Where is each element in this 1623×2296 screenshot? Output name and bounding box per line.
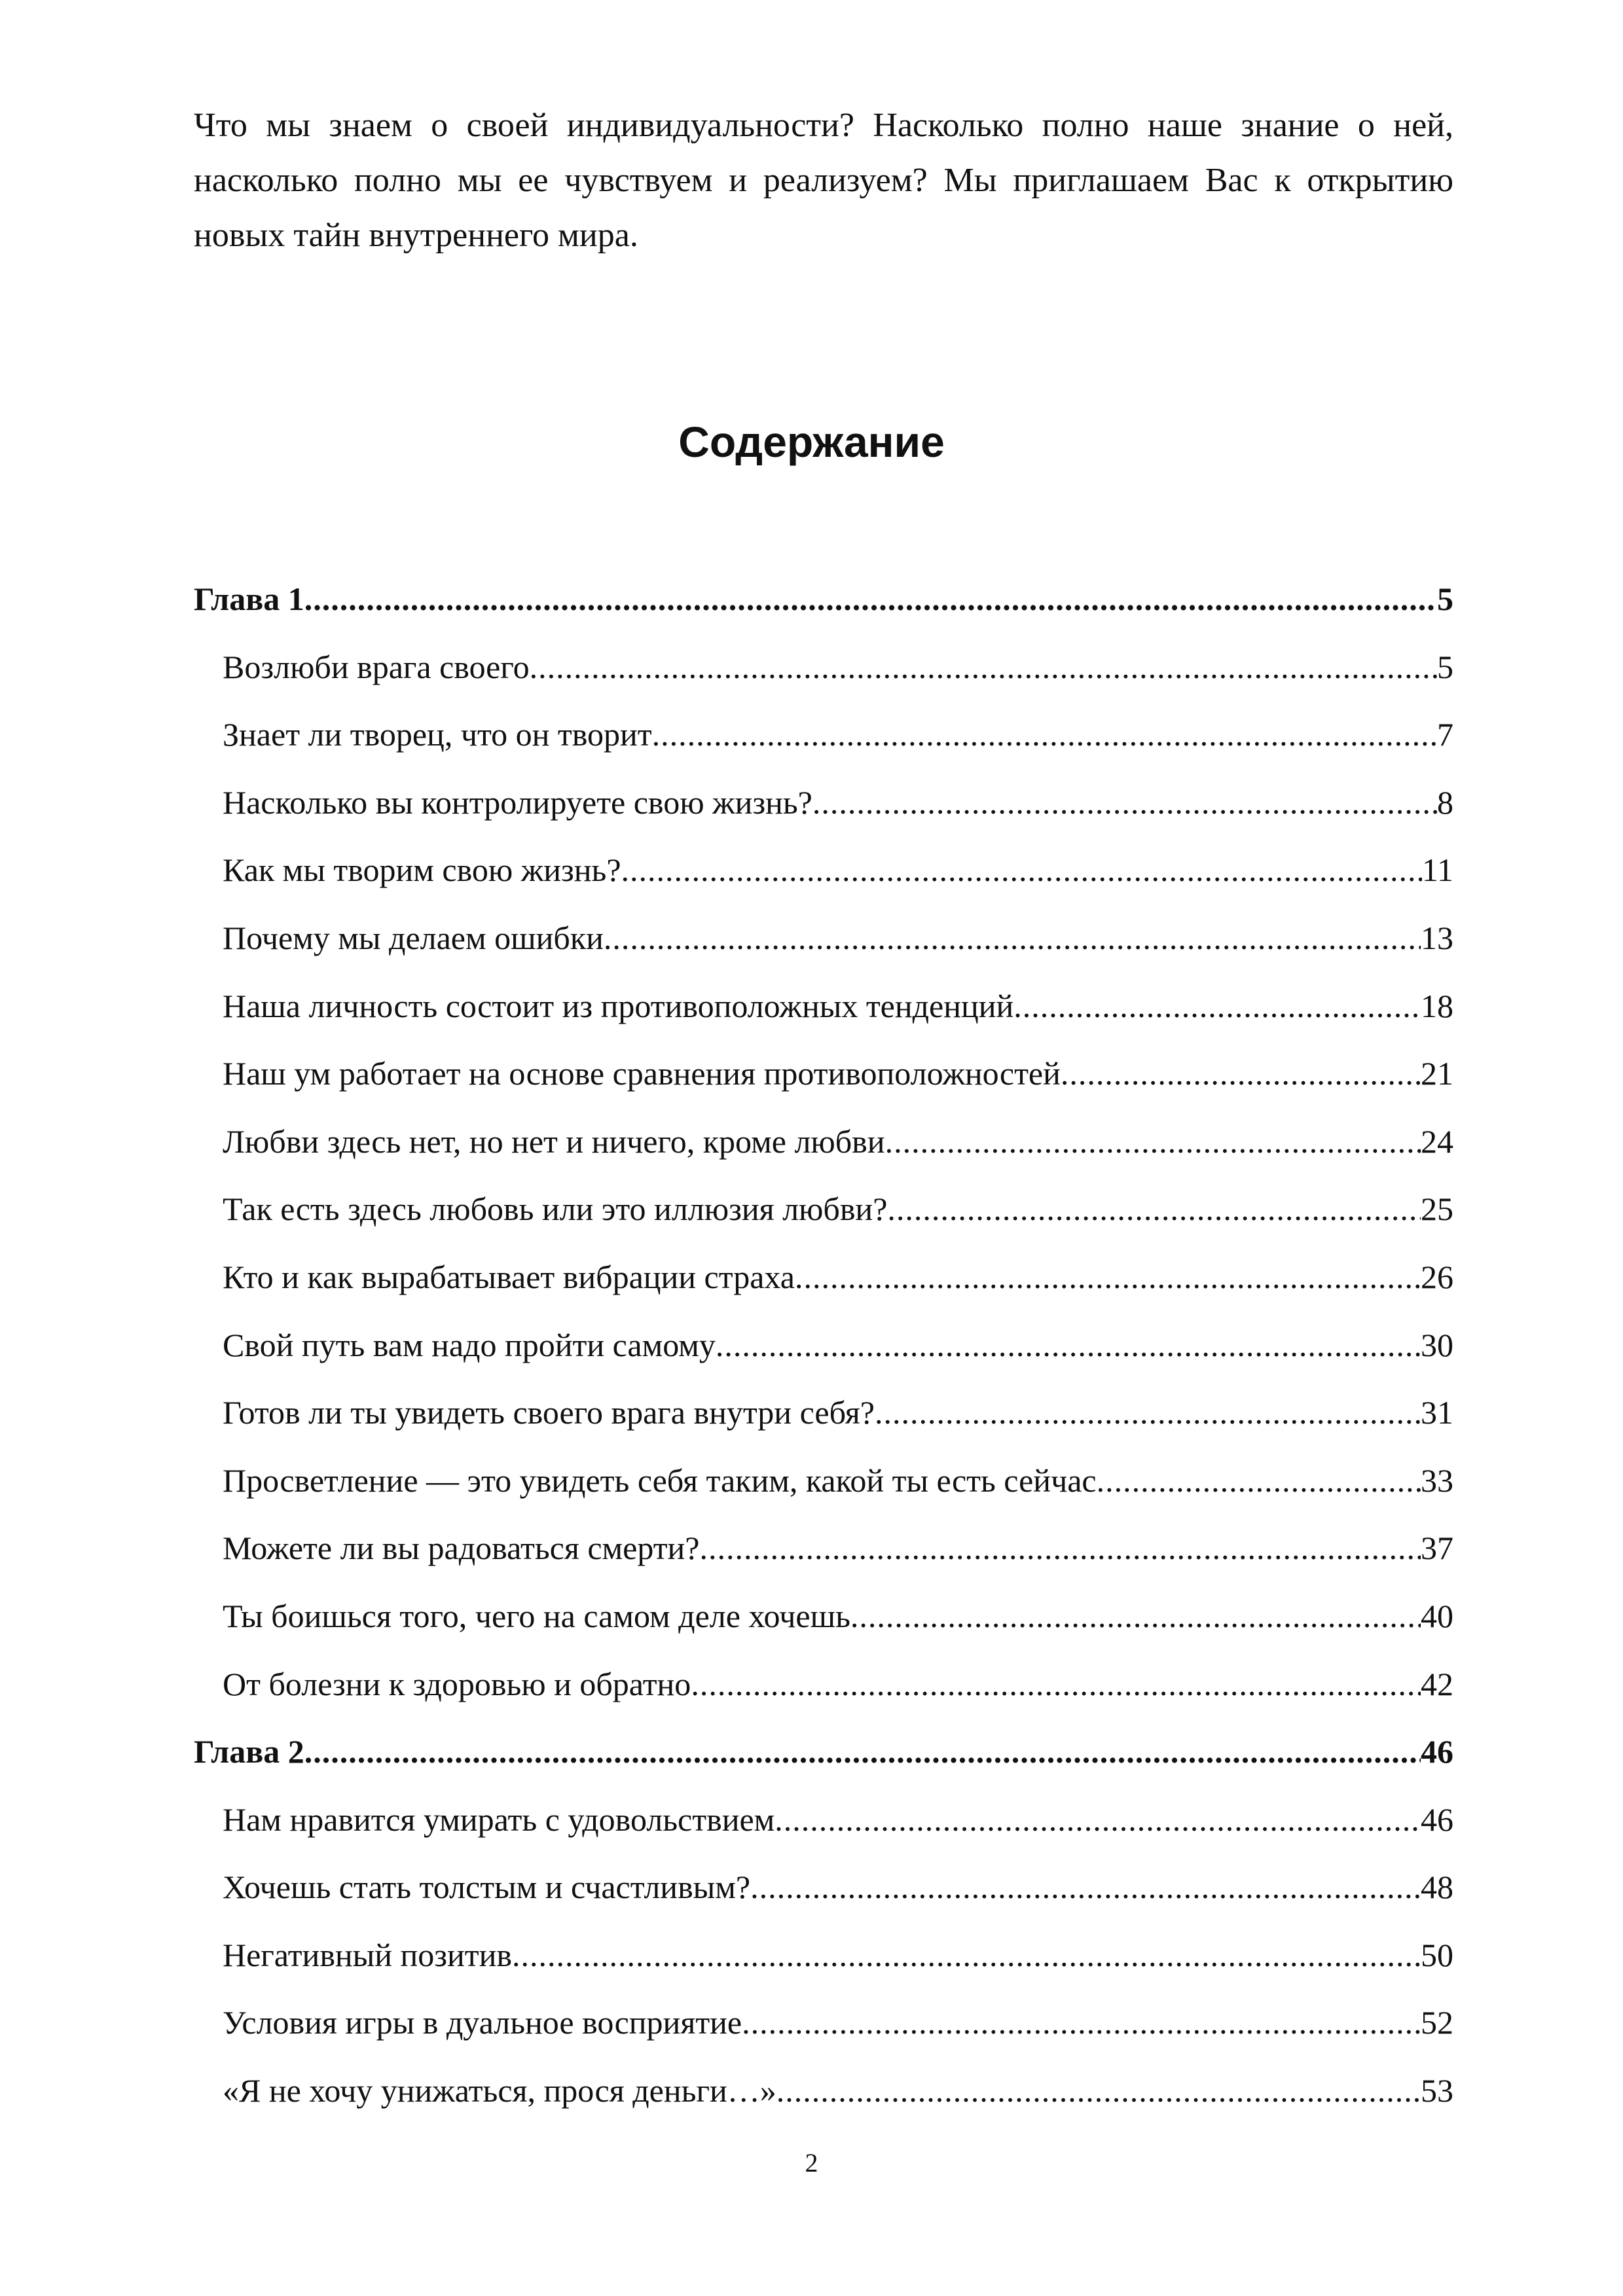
toc-section-entry[interactable] — [194, 973, 1453, 1041]
toc-dot-leader — [1061, 1040, 1421, 1108]
toc-entry-page: 46 — [1421, 1733, 1453, 1770]
toc-section-entry[interactable] — [194, 1447, 1453, 1515]
toc-dot-leader — [652, 701, 1437, 769]
toc-entry-label: Условия игры в дуальное восприятие — [223, 2004, 742, 2041]
toc-entry-page: 26 — [1421, 1258, 1453, 1295]
toc-dot-leader — [875, 1379, 1421, 1447]
toc-dot-leader — [691, 1651, 1421, 1719]
toc-entry-page: 21 — [1421, 1055, 1453, 1092]
toc-section-entry[interactable] — [194, 1583, 1453, 1651]
toc-dot-leader — [1097, 1447, 1421, 1515]
toc-dot-leader — [887, 1175, 1421, 1244]
toc-entry-label: Так есть здесь любовь или это иллюзия любви? — [223, 1191, 888, 1228]
table-of-contents — [194, 565, 1453, 2125]
page-number: 2 — [805, 2148, 818, 2178]
toc-dot-leader — [621, 836, 1422, 905]
toc-entry-label: Кто и как вырабатывает вибрации страха — [223, 1258, 795, 1295]
toc-entry-label: «Я не хочу унижаться, прося деньги…» — [223, 2072, 776, 2109]
toc-section-entry[interactable] — [194, 769, 1453, 837]
toc-section-entry[interactable] — [194, 1786, 1453, 1854]
toc-entry-page: 31 — [1421, 1394, 1453, 1431]
toc-entry-page: 25 — [1421, 1191, 1453, 1228]
toc-dot-leader — [304, 1718, 1421, 1786]
toc-entry-label: Возлюби врага своего — [223, 648, 530, 685]
toc-entry-label: Готов ли ты увидеть своего врага внутри себя? — [223, 1394, 875, 1431]
toc-dot-leader — [530, 634, 1437, 702]
toc-entry-page: 33 — [1421, 1462, 1453, 1499]
toc-entry-label: Глава 1 — [194, 581, 304, 617]
toc-section-entry[interactable] — [194, 2057, 1453, 2125]
toc-entry-page: 53 — [1421, 2072, 1453, 2109]
toc-section-entry[interactable] — [194, 1989, 1453, 2057]
toc-entry-page: 52 — [1421, 2004, 1453, 2041]
toc-dot-leader — [775, 1786, 1421, 1854]
toc-chapter-entry[interactable] — [194, 565, 1453, 634]
toc-dot-leader — [750, 1854, 1421, 1922]
toc-section-entry[interactable] — [194, 634, 1453, 702]
toc-entry-page: 46 — [1421, 1801, 1453, 1838]
toc-entry-page: 7 — [1437, 716, 1453, 753]
toc-entry-label: Наш ум работает на основе сравнения противоположностей — [223, 1055, 1061, 1092]
toc-entry-page: 8 — [1437, 783, 1453, 821]
toc-section-entry[interactable] — [194, 1040, 1453, 1108]
toc-section-entry[interactable] — [194, 1379, 1453, 1447]
toc-entry-label: Просветление — это увидеть себя таким, какой ты есть сейчас — [223, 1462, 1097, 1499]
toc-dot-leader — [812, 769, 1437, 837]
toc-entry-label: Глава 2 — [194, 1733, 304, 1770]
toc-chapter-entry[interactable] — [194, 1718, 1453, 1786]
toc-entry-label: Хочешь стать толстым и счастливым? — [223, 1869, 751, 1906]
toc-section-entry[interactable] — [194, 1922, 1453, 1990]
toc-entry-page: 48 — [1421, 1869, 1453, 1906]
toc-entry-label: Наша личность состоит из противоположных тенденций — [223, 987, 1014, 1024]
toc-section-entry[interactable] — [194, 1175, 1453, 1244]
toc-entry-label: Можете ли вы радоваться смерти? — [223, 1530, 700, 1567]
toc-dot-leader — [700, 1515, 1421, 1583]
toc-entry-label: Насколько вы контролируете свою жизнь? — [223, 783, 812, 821]
toc-dot-leader — [885, 1108, 1421, 1176]
toc-dot-leader — [850, 1583, 1421, 1651]
intro-paragraph: Что мы знаем о своей индивидуальности? Насколько полно наше знание о ней, насколько полно мы ее чувствуем и реализуем? Мы приглашаем Вас к открытию новых тайн внутреннего мира. — [194, 107, 1453, 254]
toc-dot-leader — [604, 905, 1421, 973]
toc-section-entry[interactable] — [194, 905, 1453, 973]
toc-dot-leader — [512, 1922, 1421, 1990]
toc-dot-leader — [716, 1312, 1421, 1380]
toc-entry-page: 40 — [1421, 1597, 1453, 1634]
toc-entry-label: Ты боишься того, чего на самом деле хочешь — [223, 1597, 850, 1634]
toc-entry-page: 5 — [1437, 581, 1453, 617]
toc-entry-page: 30 — [1421, 1326, 1453, 1363]
toc-entry-page: 18 — [1421, 987, 1453, 1024]
toc-entry-page: 42 — [1421, 1665, 1453, 1702]
toc-section-entry[interactable] — [194, 1854, 1453, 1922]
toc-entry-page: 24 — [1421, 1122, 1453, 1160]
toc-entry-page: 5 — [1437, 648, 1453, 685]
toc-section-entry[interactable] — [194, 836, 1453, 905]
toc-entry-page: 37 — [1421, 1530, 1453, 1567]
toc-entry-label: Негативный позитив — [223, 1936, 513, 1973]
toc-entry-label: Почему мы делаем ошибки — [223, 919, 604, 956]
toc-dot-leader — [1013, 973, 1421, 1041]
toc-entry-label: Как мы творим свою жизнь? — [223, 852, 621, 889]
toc-dot-leader — [795, 1244, 1421, 1312]
toc-entry-label: От болезни к здоровью и обратно — [223, 1665, 691, 1702]
toc-section-entry[interactable] — [194, 1515, 1453, 1583]
toc-entry-label: Знает ли творец, что он творит — [223, 716, 652, 753]
toc-entry-label: Нам нравится умирать с удовольствием — [223, 1801, 775, 1838]
toc-section-entry[interactable] — [194, 1651, 1453, 1719]
toc-entry-page: 50 — [1421, 1936, 1453, 1973]
toc-section-entry[interactable] — [194, 701, 1453, 769]
toc-entry-page: 11 — [1421, 852, 1453, 889]
toc-title: Содержание — [678, 418, 945, 466]
toc-section-entry[interactable] — [194, 1244, 1453, 1312]
toc-section-entry[interactable] — [194, 1108, 1453, 1176]
toc-dot-leader — [304, 565, 1437, 634]
toc-section-entry[interactable] — [194, 1312, 1453, 1380]
toc-dot-leader — [742, 1989, 1421, 2057]
toc-entry-label: Любви здесь нет, но нет и ничего, кроме любви — [223, 1122, 885, 1160]
toc-dot-leader — [776, 2057, 1421, 2125]
toc-entry-page: 13 — [1421, 919, 1453, 956]
toc-entry-label: Свой путь вам надо пройти самому — [223, 1326, 716, 1363]
